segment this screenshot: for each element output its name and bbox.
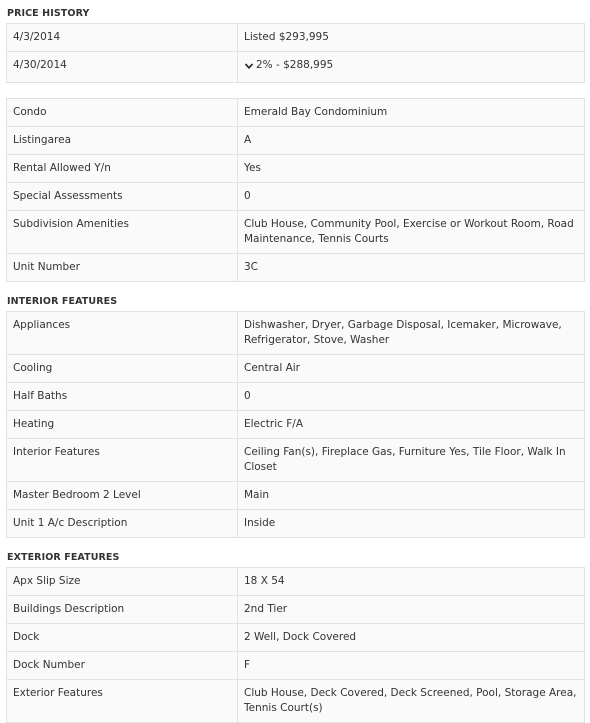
price-date: 4/30/2014 [7,52,238,83]
row-value: Club House, Community Pool, Exercise or Workout Room, Road Maintenance, Tennis Courts [238,210,585,253]
interior-features-title: INTERIOR FEATURES [7,295,118,307]
table-row [7,382,585,410]
row-label: Exterior Features [7,679,238,722]
price-date: 4/3/2014 [7,24,238,52]
table-row [7,509,585,537]
exterior-features-title: EXTERIOR FEATURES [7,551,120,563]
row-value: Yes [238,154,585,182]
table-row [7,438,585,481]
table-row [7,52,585,83]
row-label: Apx Slip Size [7,567,238,595]
row-label: Heating [7,410,238,438]
row-value: Central Air [238,354,585,382]
interior-table [6,311,585,538]
row-label: Master Bedroom 2 Level [7,481,238,509]
row-label: Subdivision Amenities [7,210,238,253]
row-value: F [238,651,585,679]
row-value: 18 X 54 [238,567,585,595]
table-row [7,679,585,722]
row-label: Special Assessments [7,182,238,210]
row-value: Main [238,481,585,509]
table-row [7,24,585,52]
price-event: Listed $293,995 [238,24,585,52]
row-label: Condo [7,98,238,126]
row-value: Dishwasher, Dryer, Garbage Disposal, Icemaker, Microwave, Refrigerator, Stove, Washer [238,311,585,354]
row-value: 0 [238,182,585,210]
row-label: Half Baths [7,382,238,410]
table-row [7,354,585,382]
general-table [6,98,585,282]
table-row [7,98,585,126]
row-value: Ceiling Fan(s), Fireplace Gas, Furniture Yes, Tile Floor, Walk In Closet [238,438,585,481]
row-value: A [238,126,585,154]
table-row [7,567,585,595]
row-label: Unit 1 A/c Description [7,509,238,537]
row-value: 2nd Tier [238,595,585,623]
row-label: Appliances [7,311,238,354]
row-label: Cooling [7,354,238,382]
row-value: 0 [238,382,585,410]
price-history-table [6,23,585,83]
price-change [244,58,333,73]
row-label: Dock Number [7,651,238,679]
price-event: 2% - $288,995 [256,59,334,71]
table-row [7,253,585,281]
row-label: Unit Number [7,253,238,281]
price-event-cell [238,52,585,83]
table-row [7,311,585,354]
table-row [7,410,585,438]
table-row [7,481,585,509]
table-row [7,651,585,679]
row-value: Electric F/A [238,410,585,438]
row-value: Inside [238,509,585,537]
table-row [7,595,585,623]
row-value: Emerald Bay Condominium [238,98,585,126]
table-row [7,154,585,182]
table-row [7,210,585,253]
row-value: 2 Well, Dock Covered [238,623,585,651]
price-history-title: PRICE HISTORY [7,8,90,19]
table-row [7,126,585,154]
chevron-down-icon [244,61,254,71]
exterior-table [6,567,585,723]
table-row [7,182,585,210]
row-label: Buildings Description [7,595,238,623]
table-row [7,623,585,651]
row-label: Dock [7,623,238,651]
row-label: Rental Allowed Y/n [7,154,238,182]
row-value: 3C [238,253,585,281]
row-label: Interior Features [7,438,238,481]
row-label: Listingarea [7,126,238,154]
row-value: Club House, Deck Covered, Deck Screened, Pool, Storage Area, Tennis Court(s) [238,679,585,722]
